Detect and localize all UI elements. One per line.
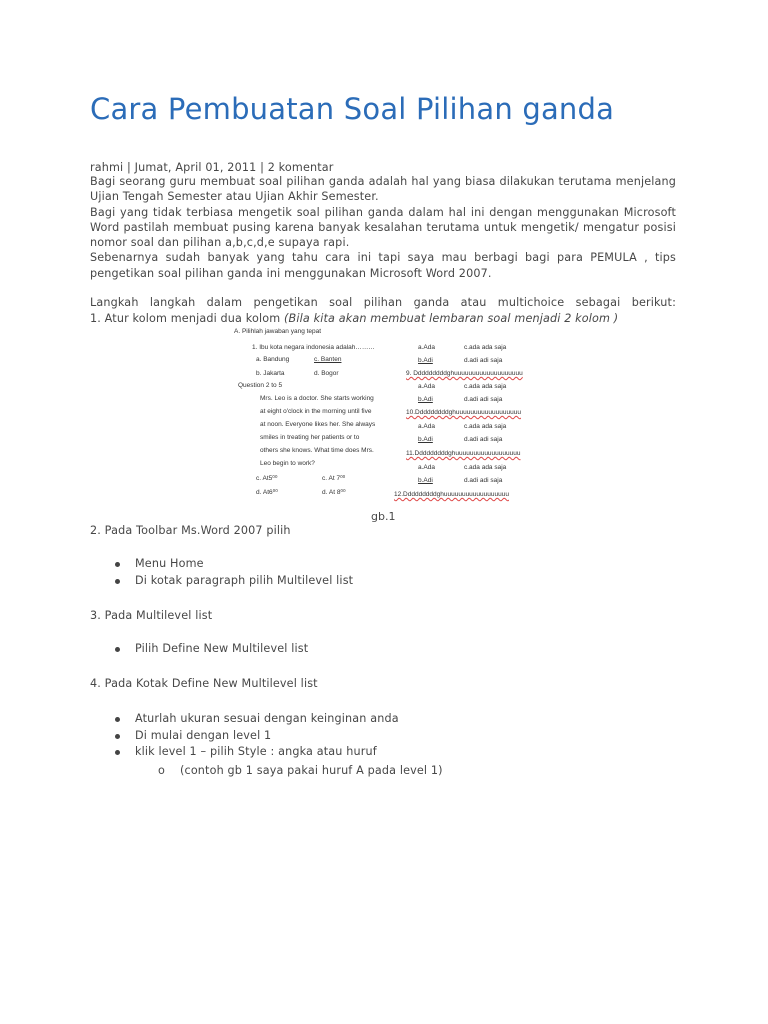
bullet-icon [115, 750, 120, 755]
fig-r-opt-b: b.Adi [418, 477, 433, 484]
steps-intro: Langkah langkah dalam pengetikan soal pilihan ganda atau multichoice sebagai berikut: [90, 296, 676, 309]
fig-passage-line: at noon. Everyone likes her. She always [260, 421, 376, 428]
list-item: Pilih Define New Multilevel list [113, 641, 308, 658]
bullet-icon [115, 734, 120, 739]
step-1-text: 1. Atur kolom menjadi dua kolom [90, 312, 281, 325]
fig-q2: Question 2 to 5 [238, 382, 283, 389]
fig-r-opt-b: b.Adi [418, 357, 433, 364]
fig-r-opt-a: a.Ada [418, 383, 435, 390]
fig-r-opt-b: b.Adi [418, 396, 433, 403]
fig-r-opt-a: a.Ada [418, 423, 435, 430]
fig-r-opt-c: c.ada ada saja [464, 423, 507, 430]
list-item: Di kotak paragraph pilih Multilevel list [113, 573, 353, 590]
step-3-list [113, 641, 308, 658]
fig-ans-c: c. At 7⁰⁰ [322, 475, 346, 482]
fig-opt-c: c. Banten [314, 356, 342, 363]
fig-heading: A. Pilihlah jawaban yang tepat [234, 328, 322, 335]
fig-r-opt-d: d.adi adi saja [464, 477, 503, 484]
page-title: Cara Pembuatan Soal Pilihan ganda [90, 92, 615, 126]
step-2: 2. Pada Toolbar Ms.Word 2007 pilih [90, 524, 291, 537]
fig-r-opt-d: d.adi adi saja [464, 436, 503, 443]
fig-passage-line: Mrs. Leo is a doctor. She starts working [260, 395, 374, 402]
step-1-note: (Bila kita akan membuat lembaran soal menjadi 2 kolom ) [284, 312, 619, 325]
figure-gb1 [228, 326, 540, 506]
paragraph: Bagi yang tidak terbiasa mengetik soal pilihan ganda dalam hal ini dengan menggunakan Microsoft Word pastilah membuat pusing karena banyak kesalahan terutama untuk mengetik/ mengatur posisi nomor soal dan pilihan a,b,c,d,e supaya rapi. [90, 205, 676, 250]
step-1 [90, 312, 618, 325]
sub-bullet-icon: o [158, 764, 165, 777]
fig-ans-a: c. At5⁰⁰ [256, 475, 278, 482]
bullet-icon [115, 562, 120, 567]
fig-q12: 12.Dddddddddghuuuuuuuuuuuuuuuuuu [394, 491, 509, 498]
fig-passage-line: smiles in treating her patients or to [260, 434, 360, 441]
fig-r-opt-d: d.adi adi saja [464, 357, 503, 364]
figure-caption: gb.1 [371, 510, 396, 523]
intro-paragraphs [90, 174, 676, 281]
fig-r-opt-c: c.ada ada saja [464, 344, 507, 351]
fig-r-opt-a: a.Ada [418, 344, 435, 351]
fig-q1: 1. Ibu kota negara indonesia adalah……… [252, 344, 375, 351]
fig-r-opt-d: d.adi adi saja [464, 396, 503, 403]
paragraph: Sebenarnya sudah banyak yang tahu cara ini tapi saya mau berbagi bagi para PEMULA , tips pengetikan soal pilihan ganda ini menggunakan Microsoft Word 2007. [90, 251, 676, 280]
fig-ans-b: d. At 8⁰⁰ [322, 489, 346, 496]
fig-r-opt-a: a.Ada [418, 464, 435, 471]
list-item: Menu Home [113, 556, 353, 573]
step-4-list [113, 711, 399, 761]
step-3: 3. Pada Multilevel list [90, 609, 213, 622]
fig-passage-line: others she knows. What time does Mrs. [260, 447, 374, 454]
fig-q10: 10.Dddddddddghuuuuuuuuuuuuuuuuuu [406, 409, 521, 416]
fig-opt-d: d. Bogor [314, 370, 339, 377]
fig-r-opt-c: c.ada ada saja [464, 464, 507, 471]
step-4: 4. Pada Kotak Define New Multilevel list [90, 677, 318, 690]
fig-r-opt-b: b.Adi [418, 436, 433, 443]
fig-opt-b: b. Jakarta [256, 370, 285, 377]
bullet-icon [115, 717, 120, 722]
fig-passage-line: at eight o'clock in the morning until five [260, 408, 372, 415]
sub-list-item: o (contoh gb 1 saya pakai huruf A pada level 1) [158, 764, 443, 777]
list-item: Di mulai dengan level 1 [113, 728, 399, 745]
fig-passage-line: Leo begin to work? [260, 460, 315, 467]
fig-q11: 11.Dddddddddghuuuuuuuuuuuuuuuuuu [406, 450, 521, 457]
paragraph: Bagi seorang guru membuat soal pilihan ganda adalah hal yang biasa dilakukan terutama menjelang Ujian Tengah Semester atau Ujian Akhir Semester. [90, 175, 676, 204]
fig-r-opt-c: c.ada ada saja [464, 383, 507, 390]
post-meta: rahmi | Jumat, April 01, 2011 | 2 komentar [90, 161, 334, 174]
step-2-list [113, 556, 353, 589]
bullet-icon [115, 579, 120, 584]
fig-q9: 9. Dddddddddghuuuuuuuuuuuuuuuuuuu [406, 370, 523, 377]
list-item: Aturlah ukuran sesuai dengan keinginan anda [113, 711, 399, 728]
fig-opt-a: a. Bandung [256, 356, 290, 363]
fig-ans-d: d. At6⁰⁰ [256, 489, 278, 496]
list-item: klik level 1 – pilih Style : angka atau huruf [113, 744, 399, 761]
bullet-icon [115, 647, 120, 652]
